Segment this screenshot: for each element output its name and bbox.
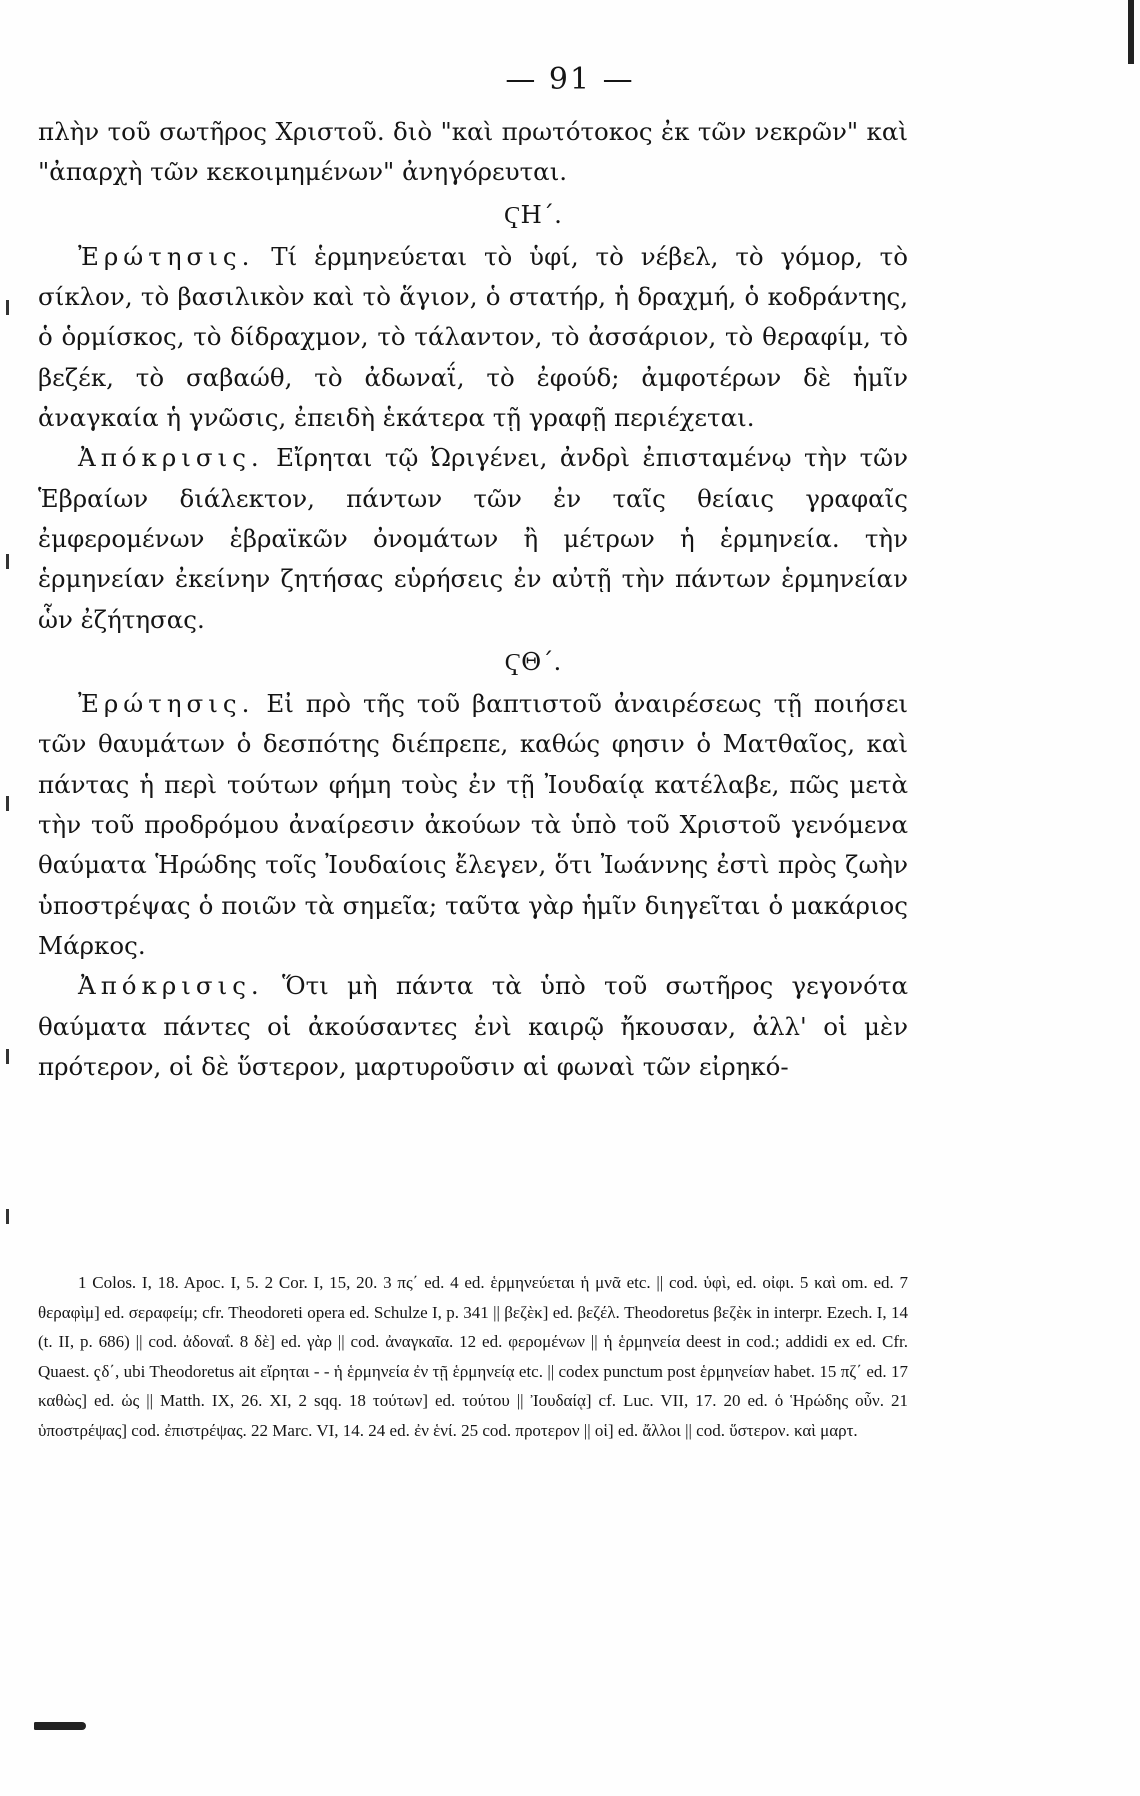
line-tick-mark	[6, 1049, 9, 1064]
line-tick-mark	[6, 300, 9, 315]
answer-text: Εἴρηται τῷ Ὠριγένει, ἀνδρὶ ἐπισταμένῳ τὴν τῶν Ἑβραίων διάλεκτον, πάντων τῶν ἐν ταῖς θείαις γραφαῖς ἐμφερομένων ἑβραϊκῶν ὀνομάτων ἢ μέτρων ἡ ἑρμηνεία. τὴν ἑρμηνείαν ἐκείνην ζητήσας εὑρήσεις ἐν αὐτῇ τὴν πάντων ἑρμηνείαν ὧν ἐζήτησας.	[38, 443, 908, 634]
answer-text: Ὅτι μὴ πάντα τὰ ὑπὸ τοῦ σωτῆρος γεγονότα θαύματα πάντες οἱ ἀκούσαντες ἐνὶ καιρῷ ἤκουσαν, ἀλλ' οἱ μὲν πρότερον, οἱ δὲ ὕστερον, μαρτυροῦσιν αἱ φωναὶ τῶν εἰρηκό-	[38, 971, 908, 1081]
question-label: Ἐρώτησις.	[78, 689, 255, 719]
question-88-heading: ҀΗ΄.	[504, 199, 562, 229]
page-number: — 91 —	[505, 62, 635, 97]
question-89	[38, 684, 908, 966]
line-tick-mark	[6, 796, 9, 811]
answer-label: Ἀπόκρισις.	[78, 971, 264, 1001]
question-text: Εἰ πρὸ τῆς τοῦ βαπτιστοῦ ἀναιρέσεως τῇ ποιήσει τῶν θαυμάτων ὁ δεσπότης διέπρεπε, καθώς φησιν ὁ Ματθαῖος, καὶ πάντας ἡ περὶ τούτων φήμη τοὺς ἐν τῇ Ἰουδαίᾳ κατέλαβε, πῶς μετὰ τὴν τοῦ προδρόμου ἀναίρεσιν ἀκούων τὰ ὑπὸ τοῦ Χριστοῦ γενόμενα θαύματα Ἡρώδης τοῖς Ἰουδαίοις ἔλεγεν, ὅτι Ἰωάννης ἐστὶ πρὸς ζωὴν ὑποστρέψας ὁ ποιῶν τὰ σημεῖα; ταῦτα γὰρ ἡμῖν διηγεῖται ὁ μακάριος Μάρκος.	[38, 689, 909, 960]
line-tick-mark	[6, 1209, 9, 1224]
question-89-heading: ҀΘ΄.	[504, 646, 562, 676]
line-tick-mark	[6, 554, 9, 569]
main-text	[38, 112, 908, 1087]
answer-label: Ἀπόκρισις.	[78, 443, 264, 473]
continuation-paragraph: πλὴν τοῦ σωτῆρος Χριστοῦ. διὸ "καὶ πρωτότοκος ἐκ τῶν νεκρῶν" καὶ "ἀπαρχὴ τῶν κεκοιμημένων" ἀνηγόρευται.	[38, 117, 908, 187]
question-label: Ἐρώτησις.	[78, 241, 255, 271]
footnote-apparatus: 1 Colos. I, 18. Apoc. I, 5. 2 Cor. I, 15, 20. 3 πς΄ ed. 4 ed. ἑρμηνεύεται ἡ μνᾶ etc. || cod. ὑφὶ, ed. οἰφι. 5 καὶ om. ed. 7 θεραφὶμ] ed. σεραφείμ; cfr. Theodoreti opera ed. Schulze I, p. 341 || βεζὲκ] ed. βεζέλ. Theodoretus βεζὲκ in interpr. Ezech. I, 14 (t. II, p. 686) || cod. ἀδοναΐ. 8 δὲ] ed. γὰρ || cod. ἀναγκαῖα. 12 ed. φερομένων || ἡ ἑρμηνεία deest in cod.; addidi ex ed. Cfr. Quaest. ҁδ΄, ubi Theodoretus ait εἴρηται - - ἡ ἑρμηνεία ἐν τῇ ἑρμηνείᾳ etc. || codex punctum post ἑρμηνείαν habet. 15 πζ΄ ed. 17 καθὼς] ed. ὡς || Matth. IX, 26. XI, 2 sqq. 18 τούτων] ed. τούτου || Ἰουδαίᾳ] cf. Luc. VII, 17. 20 ed. ὁ Ἡρώδης οὖν. 21 ὑποστρέψας] cod. ἐπιστρέψας. 22 Marc. VI, 14. 24 ed. ἐν ἑνί. 25 cod. προτερον || οἱ] ed. ἄλλοι || cod. ὕστερον. καὶ μαρτ.	[38, 1273, 908, 1440]
answer-89	[38, 966, 908, 1087]
question-text: Τί ἑρμηνεύεται τὸ ὑφί, τὸ νέβελ, τὸ γόμορ, τὸ σίκλον, τὸ βασιλικὸν καὶ τὸ ἅγιον, ὁ στατήρ, ἡ δραχμή, ὁ κοδράντης, ὁ ὁρμίσκος, τὸ δίδραχμον, τὸ τάλαντον, τὸ ἀσσάριον, τὸ θεραφίμ, τὸ βεζέκ, τὸ σαβαώθ, τὸ ἀδωναΐ, τὸ ἐφούδ; ἀμφοτέρων δὲ ἡμῖν ἀναγκαία ἡ γνῶσις, ἐπειδὴ ἑκάτερα τῇ γραφῇ περιέχεται.	[38, 241, 908, 433]
scan-mark	[34, 1722, 86, 1730]
answer-88	[38, 438, 908, 639]
footnotes	[38, 1268, 908, 1445]
edge-scan-mark	[1128, 0, 1134, 64]
question-88	[38, 237, 908, 438]
